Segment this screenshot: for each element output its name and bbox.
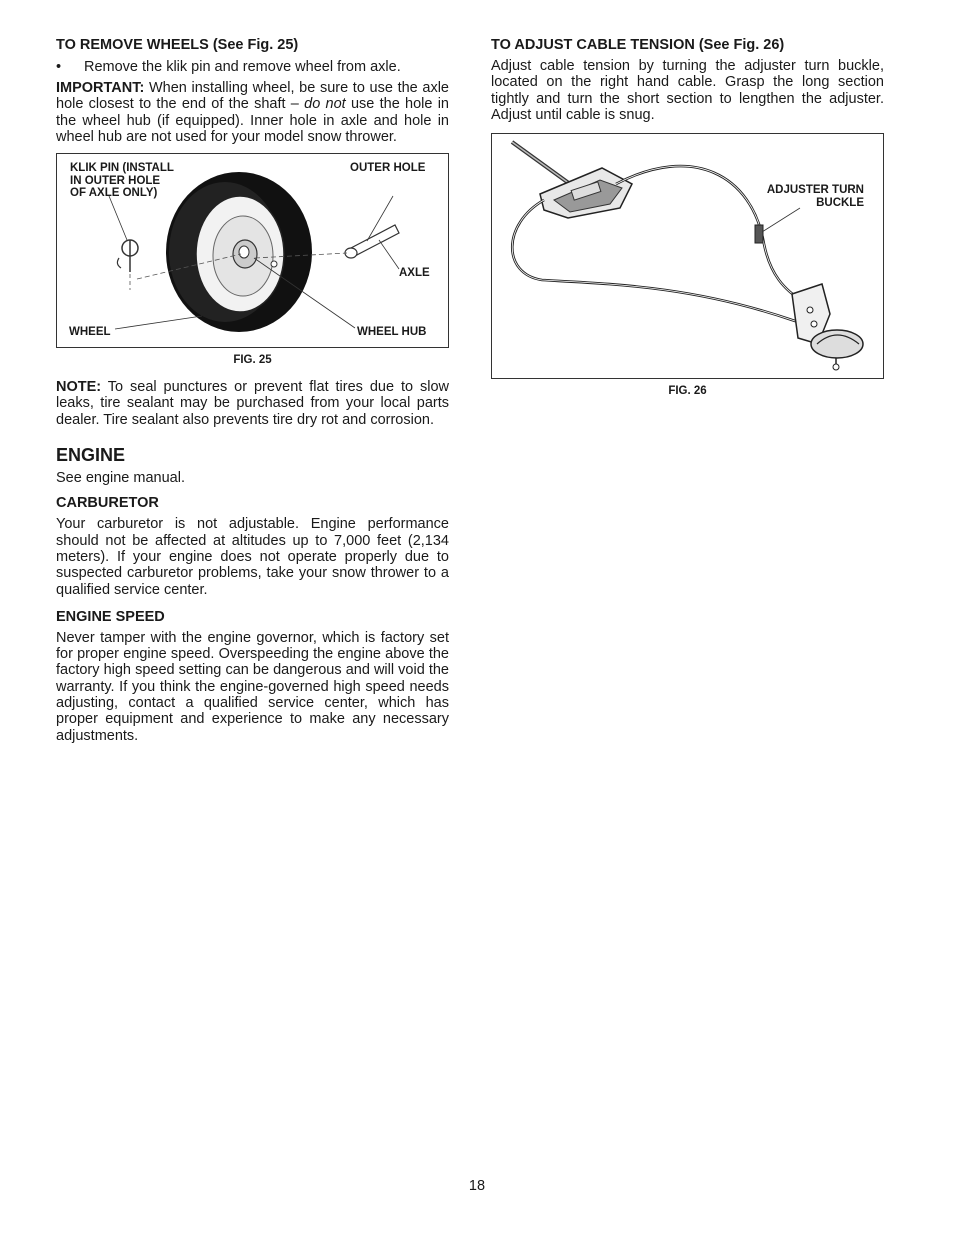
label-klik-pin-line3: OF AXLE ONLY) <box>70 187 158 200</box>
hub-hole <box>239 246 249 258</box>
gear-housing <box>811 330 863 358</box>
turnbuckle-icon <box>755 225 763 243</box>
label-klik-pin <box>70 162 174 200</box>
important-text-2: use the hole in the wheel hub (if equipped). Inner hole in axle and hole in wheel hub are not used for your model snow thrower. <box>56 96 449 145</box>
label-klik-pin-line2: IN OUTER HOLE <box>70 174 161 187</box>
label-wheel: WHEEL <box>69 326 111 339</box>
fig26-caption: FIG. 26 <box>668 385 707 398</box>
engine-speed-text: Never tamper with the engine governor, which is factory set for proper engine speed. Overspeeding the engine above the factory high speed setting can be dangerous and will void the warranty. If you think the engine-governed high speed needs adjusting, contact a qualified service center, which has proper equipment and experience to make any necessary adjustments. <box>56 629 449 744</box>
left-column <box>56 36 449 750</box>
important-label: IMPORTANT: <box>56 80 145 96</box>
label-adjuster-line2: BUCKLE <box>816 196 864 209</box>
label-klik-pin-line1: KLIK PIN (INSTALL <box>70 162 174 175</box>
note-text: To seal punctures or prevent flat tires due to slow leaks, tire sealant may be purchased from your local parts dealer. Tire sealant also prevents tire dry rot and corrosion. <box>56 379 449 428</box>
carburetor-text: Your carburetor is not adjustable. Engine performance should not be affected at altitudes up to 7,000 feet (2,134 meters). If your engine does not operate properly due to suspected carburetor problems, take your snow thrower to a qualified service center. <box>56 516 449 598</box>
important-text-1: When installing wheel, be sure to use the axle hole closest to the end of the shaft – <box>56 80 449 113</box>
note-paragraph <box>56 379 449 428</box>
engine-speed-heading: ENGINE SPEED <box>56 608 165 625</box>
page-number: 18 <box>468 1178 486 1194</box>
rotate-arrow <box>117 258 121 268</box>
carburetor-heading: CARBURETOR <box>56 495 159 512</box>
leader-klik-pin <box>109 196 127 240</box>
label-adjuster-turn-buckle <box>758 184 864 209</box>
cable-tension-text: Adjust cable tension by turning the adjuster turn buckle, located on the right hand cable. Grasp the long section tightly and turn the short section to lengthen the adjuster. Adjust until cable is snug. <box>491 58 884 123</box>
leader-turnbuckle <box>762 208 800 232</box>
remove-wheels-bullet <box>56 58 449 76</box>
note-label: NOTE: <box>56 379 102 396</box>
right-column <box>491 36 884 398</box>
fig25-caption: FIG. 25 <box>233 354 272 367</box>
label-axle: AXLE <box>399 267 430 280</box>
leader-wheel <box>115 316 202 329</box>
engine-heading: ENGINE <box>56 445 126 466</box>
label-wheel-hub: WHEEL HUB <box>357 326 427 339</box>
important-paragraph <box>56 80 449 145</box>
label-outer-hole: OUTER HOLE <box>350 162 426 175</box>
engine-text: See engine manual. <box>56 470 185 487</box>
fig26-box <box>491 133 884 379</box>
bullet-text: Remove the klik pin and remove wheel from axle. <box>84 59 401 75</box>
important-emphasis: do not <box>304 96 346 113</box>
cable-tension-heading: TO ADJUST CABLE TENSION (See Fig. 26) <box>491 37 785 53</box>
label-adjuster-line1: ADJUSTER TURN <box>766 184 864 197</box>
remove-wheels-heading: TO REMOVE WHEELS (See Fig. 25) <box>56 37 299 53</box>
fig25-box <box>56 153 449 348</box>
leader-axle <box>379 240 399 269</box>
hub-inner-hole <box>271 261 277 267</box>
bullet-dot: • <box>56 59 62 75</box>
cable-illustration <box>492 134 882 377</box>
